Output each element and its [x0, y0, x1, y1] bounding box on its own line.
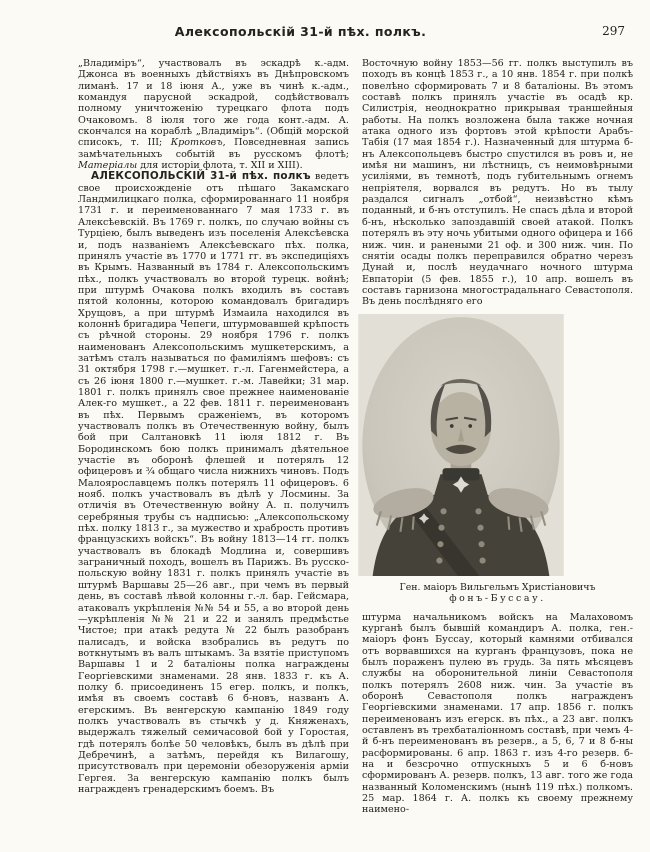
- cited-source: Матеріалы: [78, 160, 138, 172]
- left-column: [78, 58, 349, 840]
- paragraph-sevastopol-defense: штурма начальникомъ войскъ на Малаховомъ курганѣ былъ бывшій командиръ А. полка, ген.-маіоръ фонъ Буссау, который камнями отбивался отъ ворвавшихся на курганъ французовъ, пока не былъ пораженъ пулею въ грудь. За пять мѣсяцевъ службы на оборонительной линіи Севастополя полкъ потерялъ 2608 ниж. чин. За участіе въ оборонѣ Севастополя полкъ награжденъ Георгіевскими знаменами. 17 апр. 1856 г. полкъ переименованъ изъ егерск. въ пѣх., а 23 авг. полкъ оставленъ въ трехбаталіонномъ составѣ, при чемъ 4-й б-нъ переименованъ въ резерв., а 5, 6, 7 и 8 б-ны расформированы. 6 апр. 1863 г. изъ 4-го резерв. б-на и безсрочно отпускныхъ 5 и 6 б-новъ сформированъ А. резерв. полкъ, 13 авг. того же года названный Коломенскимъ (нынѣ 119 пѣх.) полкомъ. 25 мар. 1864 г. А. полкъ къ своему прежнему наимено-: [362, 611, 633, 816]
- paragraph-article-aleksopolsky: [78, 171, 349, 795]
- portrait-photo: [358, 314, 564, 576]
- portrait-caption: [362, 582, 633, 605]
- portrait-figure: [362, 314, 633, 605]
- paragraph-eastern-war: Восточную войну 1853—56 гг. полкъ выступилъ въ походъ въ концѣ 1853 г., а 10 янв. 1854 г. при полкѣ повелѣно сформировать 7 и 8 баталіоны. Въ этомъ составѣ полкъ принялъ участіе въ осадѣ кр. Силистрія, неоднократно прикрывая траншейныя работы. На полкъ возложена была также ночная атака одного изъ фортовъ этой крѣпости Арабъ-Табія (17 мая 1854 г.). Назначенный для штурма б-нъ Алексопольцевъ быстро спустился въ ровъ и, не имѣя ни машинъ, ни лѣстницъ, съ неимовѣрными усиліями, въ темнотѣ, подъ губительнымъ огнемъ непріятеля, ворвался въ редутъ. Но въ тылу раздался сигналъ „отбой“, неизвѣстно кѣмъ поданный, и б-нъ отступилъ. Не спасъ дѣла и второй б-нъ, нѣсколько запоздавшій своей атакой. Полкъ потерялъ въ эту ночь убитыми одного офицера и 166 ниж. чин. и ранеными 21 оф. и 300 ниж. чин. По снятіи осады полкъ переправился обратно черезъ Дунай и, послѣ неудачнаго ночного штурма Евпаторіи (5 фев. 1855 г.), 10 апр. вошелъ въ составъ гарнизона многострадальнаго Севастополя. Въ день послѣдняго его: [362, 58, 633, 308]
- portrait-caption-line2: фонъ-Буссау.: [449, 593, 546, 605]
- body-text: , Повседневная запись замѣчательныхъ событій въ русскомъ флотѣ;: [78, 137, 349, 160]
- article-headword: АЛЕКСОПОЛЬСКІЙ 31-й пѣх. полкъ: [91, 170, 311, 183]
- portrait-caption-line1: Ген. маіоръ Вильгельмъ Христіановичъ: [399, 581, 596, 593]
- portrait-engraving-icon: [358, 314, 564, 576]
- body-text: для исторіи флота, т. XII и XIII).: [137, 160, 303, 172]
- right-column: [362, 58, 633, 840]
- body-text: „Владиміръ“, участвовалъ въ эскадрѣ к.-адм. Джонса въ военныхъ дѣйствіяхъ въ Днѣпровскомъ лиманѣ. 17 и 18 іюня А., уже въ чинѣ к.-адм., командуя парусной эскадрой, содѣйствовалъ полному уничтоженію турецкаго флота подъ Очаковомъ. 8 іюля того же года конт.-адм. А. скончался на кораблѣ „Владиміръ“. (Общій морской списокъ, т. III;: [78, 58, 349, 149]
- cited-author: Кротковъ: [170, 137, 223, 149]
- page-number: 297: [602, 24, 625, 38]
- page-header: [78, 24, 633, 50]
- running-title: Алексопольскій 31-й пѣх. полкъ.: [174, 24, 427, 39]
- body-text: ведетъ свое происхожденіе отъ пѣшаго Закамскаго Ландмилицкаго полка, сформированнаго 11 ноября 1731 г. и переименованнаго 7 мая 1733 г. въ Алексѣевскій. Въ 1769 г. полкъ, по случаю войны съ Турціею, былъ выведенъ изъ поселенія Алексѣевска и, подъ названіемъ Алексѣевскаго пѣх. полка, принялъ участіе въ 1770 и 1771 гг. въ экспедиціяхъ въ Крымъ. Названный въ 1784 г. Алексопольскимъ пѣх., полкъ участвовалъ во второй турецк. войнѣ; при штурмѣ Очакова полкъ входилъ въ составъ пятой колонны, которою командовалъ бригадиръ Хрущовъ, а при штурмѣ Измаила находился въ колоннѣ бригадира Чепеги, штурмовавшей крѣпость съ рѣчной стороны. 29 ноября 1796 г. полкъ наименованъ Алексопольскимъ мушкетерскимъ, а затѣмъ сталъ называться по фамиліямъ шефовъ: съ 31 октября 1798 г.—мушкет. г.-л. Гагенмейстера, а съ 26 іюня 1800 г.—мушкет. г.-м. Лавейки; 31 мар. 1801 г. полкъ принялъ свое прежнее наименованіе Алек-го мушкет., а 22 фев. 1811 г. переименованъ въ пѣх. Первымъ сраженіемъ, въ которомъ участвовалъ полкъ въ Отечественную войну, былъ бой при Салтановкѣ 11 іюля 1812 г. Въ Бородинскомъ бою полкъ принималъ дѣятельное участіе въ оборонѣ флешей и потерялъ 12 офицеровъ и ¾ общаго числа нижнихъ чиновъ. Подъ Малоярославцемъ полкъ потерялъ 11 офицеровъ. 6 нояб. полкъ участвовалъ въ дѣлѣ у Лосмины. За отличія въ Отечественную войну А. п. получилъ серебряныя трубы съ надписью: „Алексопольскому пѣх. полку 1813 г., за мужество и храбрость противъ французскихъ войскъ“. Въ войну 1813—14 гг. полкъ участвовалъ въ блокадѣ Модлина и, совершивъ заграничный походъ, вошелъ въ Парижъ. Въ русско-польскую войну 1831 г. полкъ принялъ участіе въ штурмѣ Варшавы 25—26 авг., при чемъ въ первый день, въ составѣ лѣвой колонны г.-л. бар. Гейсмара, атаковалъ укрѣпленія №№ 54 и 55, а во второй день—укрѣпленія №№ 21 и 22 и занялъ предмѣстье Чистое; при атакѣ редута № 22 былъ разобранъ палисадъ, и войска взобрались въ редутъ по воткнутымъ въ валъ штыкамъ. За взятіе приступомъ Варшавы 1 и 2 баталіоны полка награждены Георгіевскими знаменами. 28 янв. 1833 г. къ А. полку б. присоединенъ 15 егер. полкъ, и полкъ, имѣя въ своемъ составѣ 6 б-новъ, названъ А. егерскимъ. Въ венгерскую кампанію 1849 году полкъ участвовалъ въ стычкѣ у д. Княженахъ, выдержалъ тяжелый семичасовой бой у Горостая, гдѣ потерялъ болѣе 50 человѣкъ, былъ въ дѣлѣ при Дебречинѣ, а затѣмъ, перейдя къ Вилагошу, присутствовалъ при церемоніи обезоруженія арміи Гергея. За венгерскую кампанію полкъ былъ награжденъ гренадерскимъ боемъ. Въ: [78, 171, 350, 795]
- two-column-text-block: [78, 58, 633, 840]
- paragraph-previous-article-end: [78, 58, 349, 171]
